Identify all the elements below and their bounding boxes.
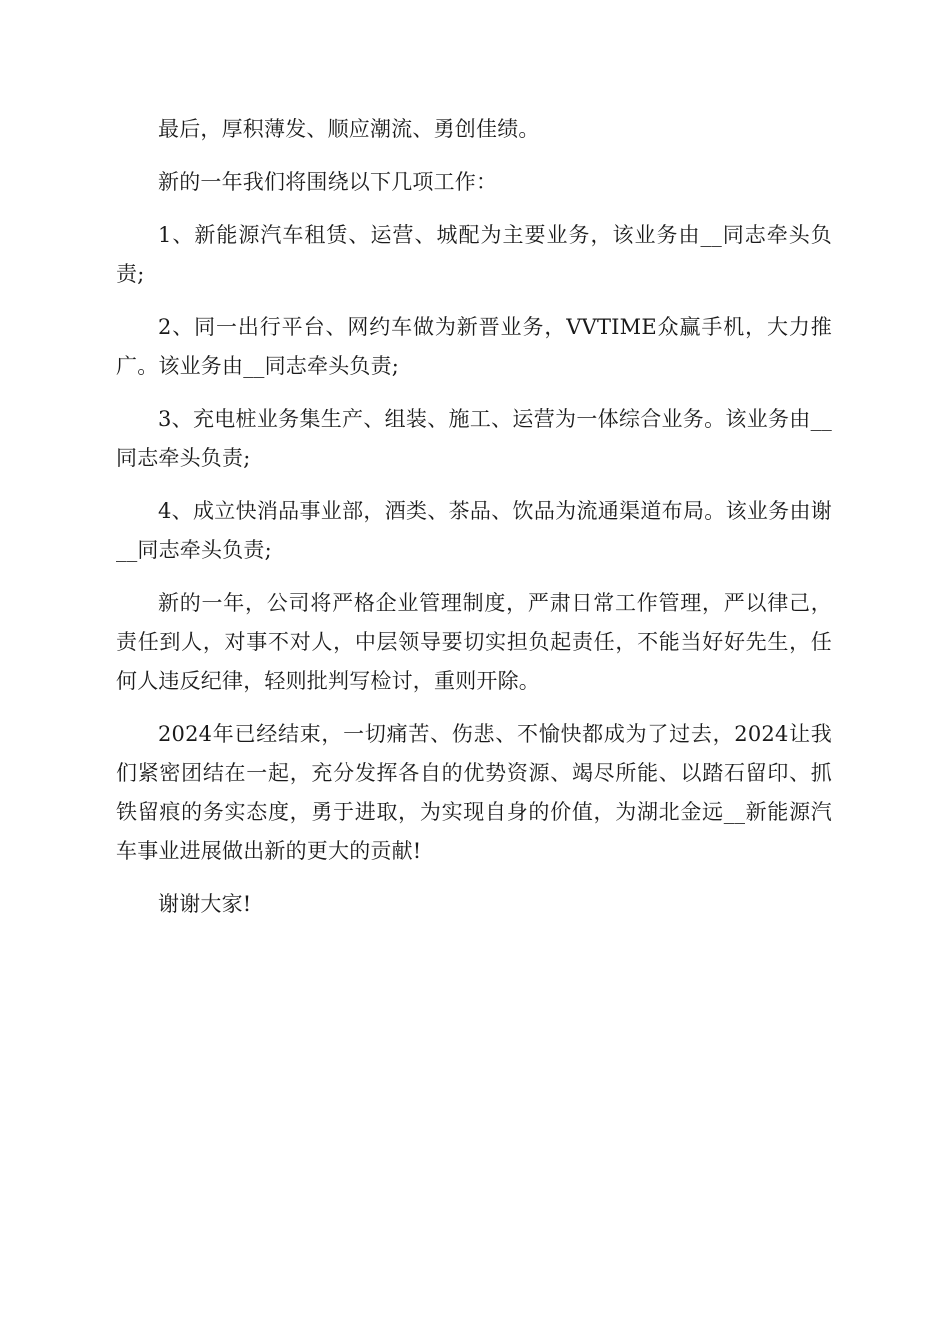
paragraph-thanks: 谢谢大家! (158, 892, 252, 916)
document-body (116, 110, 832, 938)
paragraph-year-review: 2024年已经结束，一切痛苦、伤悲、不愉快都成为了过去，2024让我们紧密团结在一起，充分发挥各自的优势资源、竭尽所能、以踏石留印、抓铁留痕的务实态度，勇于进取，为实现自身的价值，为湖北金远__新能源汽车事业进展做出新的更大的贡献! (116, 722, 832, 863)
paragraph-management: 新的一年，公司将严格企业管理制度，严肃日常工作管理，严以律己，责任到人，对事不对人，中层领导要切实担负起责任，不能当好好先生，任何人违反纪律，轻则批判写检讨，重则开除。 (116, 591, 832, 693)
paragraph-item-2: 2、同一出行平台、网约车做为新晋业务，VVTIME众赢手机，大力推广。该业务由__同志牵头负责; (116, 315, 832, 378)
paragraph-item-1: 1、新能源汽车租赁、运营、城配为主要业务，该业务由__同志牵头负责; (116, 223, 832, 286)
paragraph-item-3: 3、充电桩业务集生产、组装、施工、运营为一体综合业务。该业务由__同志牵头负责; (116, 407, 832, 470)
paragraph-closing-remark: 最后，厚积薄发、顺应潮流、勇创佳绩。 (158, 117, 540, 141)
paragraph-work-intro: 新的一年我们将围绕以下几项工作： (158, 170, 498, 194)
paragraph-item-4: 4、成立快消品事业部，酒类、茶品、饮品为流通渠道布局。该业务由谢__同志牵头负责; (116, 499, 832, 562)
